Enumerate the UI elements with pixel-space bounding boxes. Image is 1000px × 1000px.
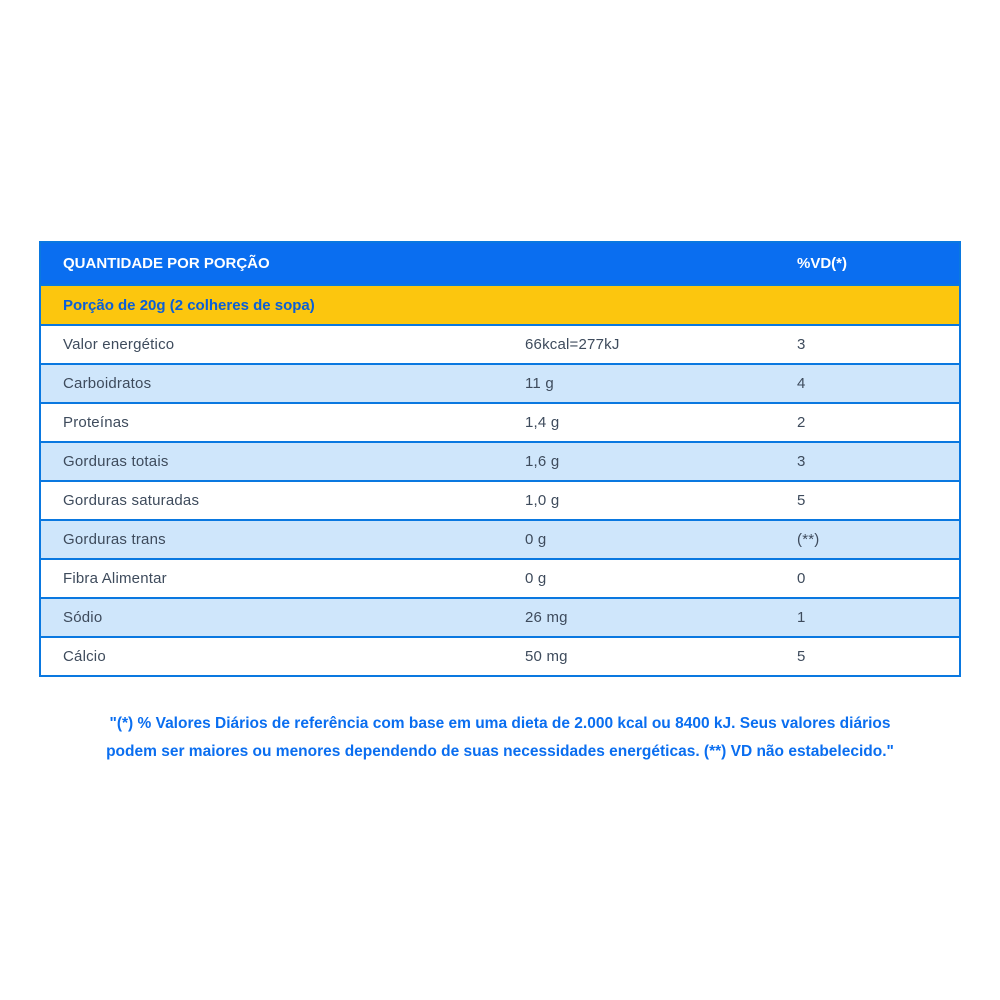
nutrient-amount: 26 mg	[525, 609, 568, 626]
table-row	[41, 480, 959, 519]
nutrient-amount: 1,6 g	[525, 453, 560, 470]
portion-label: Porção de 20g (2 colheres de sopa)	[63, 296, 315, 314]
nutrient-name: Gorduras trans	[63, 531, 166, 548]
nutrient-vd: 4	[797, 375, 806, 392]
nutrient-vd: 3	[797, 336, 806, 353]
table-row	[41, 519, 959, 558]
nutrient-vd: 2	[797, 414, 806, 431]
nutrient-name: Proteínas	[63, 414, 130, 431]
nutrient-vd: 1	[797, 609, 806, 626]
footnote	[60, 710, 940, 766]
nutrient-amount: 1,4 g	[525, 414, 560, 431]
table-row	[41, 558, 959, 597]
nutrient-name: Cálcio	[63, 648, 106, 665]
nutrient-vd: (**)	[797, 531, 820, 548]
nutrient-vd: 5	[797, 492, 806, 509]
nutrient-amount: 1,0 g	[525, 492, 560, 509]
table-row	[41, 441, 959, 480]
nutrient-amount: 50 mg	[525, 648, 568, 665]
nutrient-name: Carboidratos	[63, 375, 152, 392]
vd-header: %VD(*)	[797, 255, 848, 272]
footnote-line-2: podem ser maiores ou menores dependendo de suas necessidades energéticas. (**) VD não estabelecido."	[106, 743, 894, 760]
table-row	[41, 402, 959, 441]
nutrient-vd: 5	[797, 648, 806, 665]
nutrient-vd: 0	[797, 570, 806, 587]
table-row	[41, 636, 959, 675]
quantity-header: QUANTIDADE POR PORÇÃO	[63, 255, 270, 272]
table-header	[41, 243, 959, 284]
nutrient-amount: 11 g	[525, 375, 554, 392]
nutrient-name: Gorduras totais	[63, 453, 169, 470]
nutrient-name: Fibra Alimentar	[63, 570, 167, 587]
footnote-line-1: "(*) % Valores Diários de referência com base em uma dieta de 2.000 kcal ou 8400 kJ. Seus valores diários	[109, 715, 891, 732]
nutrient-name: Valor energético	[63, 336, 175, 353]
nutrient-amount: 0 g	[525, 570, 547, 587]
nutrient-amount: 0 g	[525, 531, 547, 548]
nutrition-table	[39, 241, 961, 677]
nutrient-name: Gorduras saturadas	[63, 492, 200, 509]
nutrient-amount: 66kcal=277kJ	[525, 336, 620, 353]
table-row	[41, 324, 959, 363]
nutrient-vd: 3	[797, 453, 806, 470]
portion-row	[41, 284, 959, 324]
table-row	[41, 363, 959, 402]
nutrient-name: Sódio	[63, 609, 103, 626]
table-row	[41, 597, 959, 636]
